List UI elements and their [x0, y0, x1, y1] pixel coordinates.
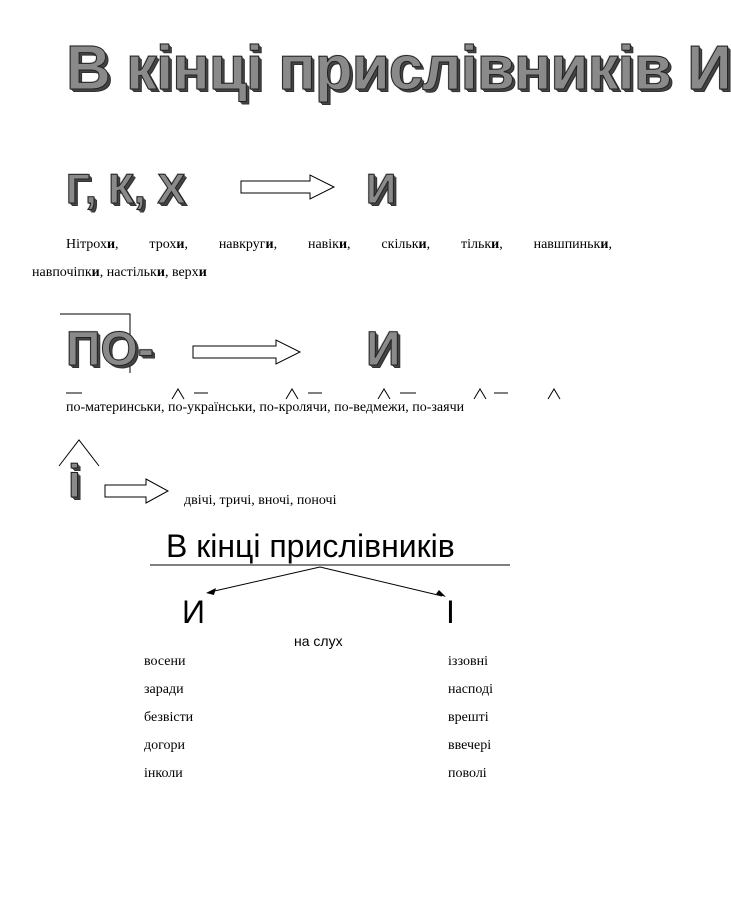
- list-item: врешті: [448, 710, 489, 725]
- list-item: догори: [144, 738, 186, 753]
- scheme-left-list: [144, 655, 193, 795]
- list-item: іззовні: [448, 654, 489, 669]
- example-word: тільки,: [460, 237, 503, 252]
- example-word: Нітрохи,: [66, 237, 119, 252]
- rule2-arrow-icon: [192, 339, 302, 365]
- example-word: навкруги,: [218, 237, 278, 252]
- scheme-right-letter: І: [446, 594, 455, 630]
- example-word: настільки,: [106, 265, 169, 280]
- rule3-arrow-icon: [104, 478, 170, 504]
- example-word: навшпиньки,: [533, 237, 612, 252]
- rule1-examples-line2: [32, 266, 207, 280]
- list-item: ввечері: [448, 738, 492, 753]
- example-word: навіки,: [307, 237, 351, 252]
- rule2-examples: по-материнськи, по-українськи, по-кролячи, по-ведмежи, по-заячи: [66, 400, 465, 415]
- rule2-prefix: ПО-: [66, 323, 154, 376]
- list-item: восени: [144, 654, 186, 669]
- example-word: верхи: [171, 265, 207, 280]
- rule1-result: И: [366, 165, 397, 212]
- scheme-heading: В кінці прислівників: [166, 528, 455, 564]
- list-item: поволі: [448, 766, 487, 781]
- scheme-diagram: [150, 562, 520, 612]
- list-item: заради: [144, 682, 184, 697]
- example-word: скільки,: [381, 237, 431, 252]
- scheme-right-list: [448, 655, 493, 795]
- example-word: трохи,: [149, 237, 188, 252]
- rule2-result: И: [366, 323, 401, 376]
- rule3-examples: двічі, тричі, вночі, поночі: [184, 493, 337, 508]
- rule1-letters: Г, К, Х: [66, 165, 186, 212]
- scheme-middle-label: на слух: [294, 633, 343, 649]
- page-title: В кінці прислівників И: [66, 34, 731, 103]
- list-item: інколи: [144, 766, 183, 781]
- rule1-arrow-icon: [240, 174, 336, 200]
- rule1-examples-line1: [66, 238, 612, 252]
- example-word: навпочіпки,: [32, 265, 104, 280]
- scheme-left-letter: И: [182, 594, 205, 630]
- list-item: безвісти: [144, 710, 194, 725]
- rule3-letter: і: [68, 455, 81, 507]
- list-item: насподі: [448, 682, 494, 697]
